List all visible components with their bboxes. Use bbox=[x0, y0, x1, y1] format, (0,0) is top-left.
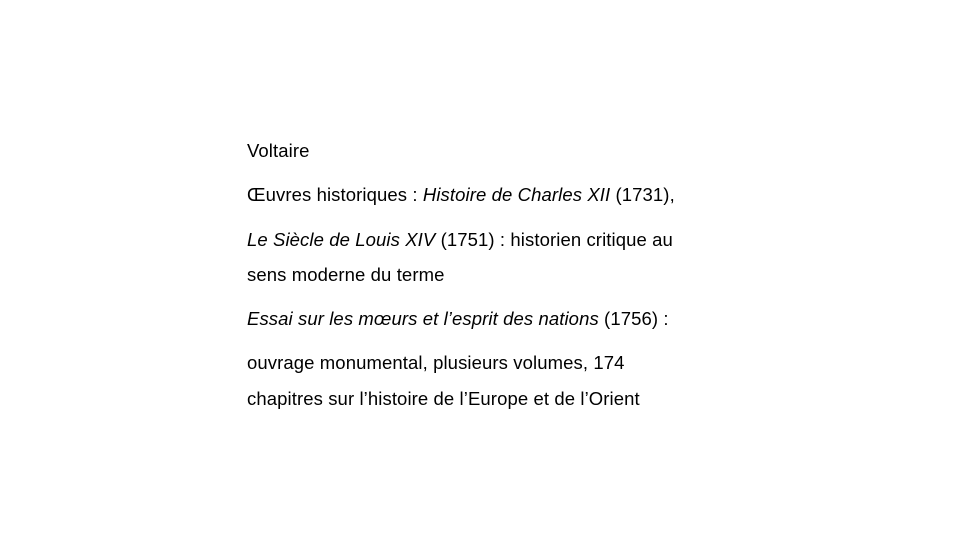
siecle-description: (1751) : historien critique au bbox=[435, 229, 673, 250]
essai-description-line-2: chapitres sur l’histoire de l’Europe et de l’Orient bbox=[247, 388, 640, 409]
siecle-continuation: sens moderne du terme bbox=[247, 264, 445, 285]
author-heading: Voltaire bbox=[247, 140, 310, 161]
charles-xii-title: Histoire de Charles XII bbox=[422, 184, 611, 205]
essai-description-line-1: ouvrage monumental, plusieurs volumes, 174 bbox=[247, 352, 625, 373]
siecle-louis-xiv-title: Le Siècle de Louis XIV bbox=[247, 229, 436, 250]
charles-xii-date: (1731), bbox=[610, 184, 675, 205]
historical-works-prefix: Œuvres historiques : bbox=[247, 184, 423, 205]
essai-line bbox=[247, 306, 669, 332]
essai-title: Essai sur les mœurs et l’esprit des nations bbox=[247, 308, 599, 329]
siecle-line bbox=[247, 227, 673, 253]
historical-works-line bbox=[247, 182, 675, 208]
essai-date: (1756) : bbox=[598, 308, 669, 329]
